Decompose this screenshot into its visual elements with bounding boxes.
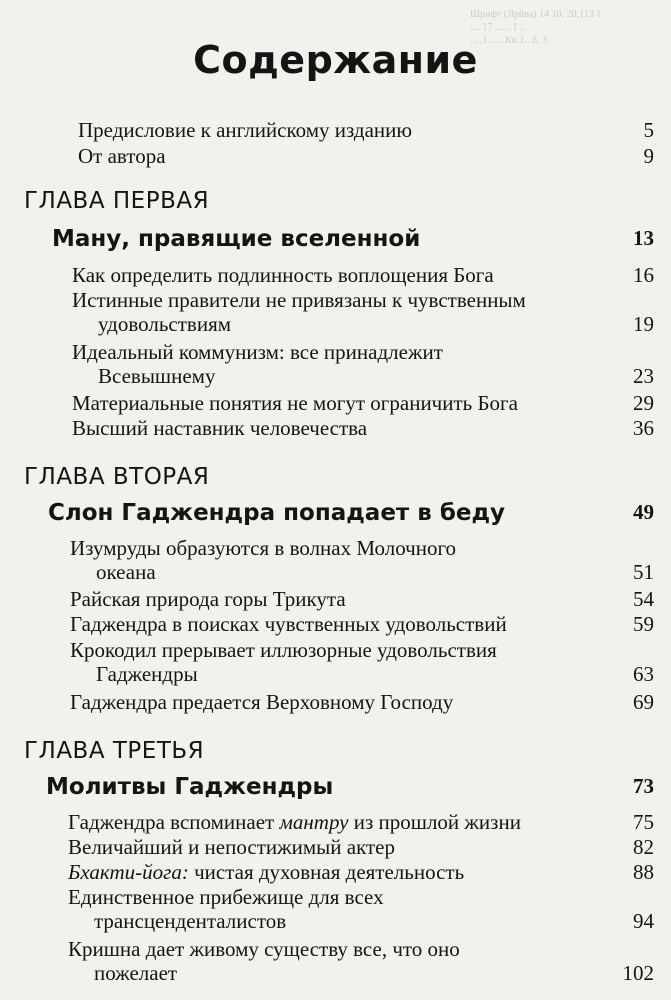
toc-page-number: 36 [633,416,654,440]
toc-entry[interactable] [72,391,654,415]
toc-page-number: 82 [633,835,654,859]
toc-page-number: 5 [643,118,654,142]
toc-entry-label: Высший наставник человечества [72,416,368,440]
toc-entry-label: Материальные понятия не могут ограничить Бога [72,391,518,415]
toc-entry-label: Изумруды образуются в волнах Молочного [70,536,457,560]
toc-entry-label-continued: Гаджендры [96,662,198,686]
toc-entry[interactable] [68,885,654,933]
toc-entry-label: Гаджендра в поисках чувственных удовольствий [70,612,507,636]
toc-entry-label: Величайший и непостижимый актер [68,835,395,859]
toc-entry-label-continued: удовольствиям [98,312,232,336]
chapter-title-text: Молитвы Гаджендры [46,774,334,800]
toc-entry-label: Райская природа горы Трикута [70,587,346,611]
bleed-through-text: Шрифт (Лрйва) 14 10. 20,113 1 .... 17 ...... 1 .. ... ,1 ..... Кн.1.. 8, 3 [470,9,602,46]
toc-page-number: 88 [633,860,654,884]
italic-term: мантру [279,810,349,834]
toc-entry[interactable] [72,416,654,440]
toc-entry[interactable] [68,860,654,884]
toc-entry-label-continued: трансценденталистов [94,909,287,933]
toc-page-number: 19 [633,312,654,336]
chapter-title[interactable] [46,774,654,800]
toc-entry-label: Бхакти-йога: чистая духовная деятельность [68,860,465,884]
chapter-title-text: Слон Гаджендра попадает в беду [48,500,506,526]
toc-entry-label: Единственное прибежище для всех [68,885,384,909]
toc-page-number: 29 [633,391,654,415]
toc-entry-label: Предисловие к английскому изданию [78,118,413,142]
toc-entry-label-continued: Всевышнему [98,364,216,388]
toc-entry[interactable] [70,587,654,611]
toc-page-number: 63 [633,662,654,686]
toc-entry[interactable] [68,937,654,985]
toc-entry-label-continued: пожелает [94,961,178,985]
chapter-title[interactable] [48,500,654,526]
toc-entry-label: Крокодил прерывает иллюзорные удовольствия [70,638,497,662]
toc-page-number: 69 [633,690,654,714]
toc-page-number: 73 [633,774,654,798]
toc-entry-label: Гаджендра предается Верховному Господу [70,690,454,714]
toc-entry-label: Кришна дает живому существу все, что оно [68,937,460,961]
toc-entry[interactable] [68,835,654,859]
toc-page-number: 94 [633,909,654,933]
toc-entry[interactable] [72,340,654,388]
toc-entry-author[interactable] [78,144,654,168]
toc-entry-label: Идеальный коммунизм: все принадлежит [72,340,443,364]
toc-page-number: 59 [633,612,654,636]
toc-entry[interactable] [70,536,654,584]
chapter-title-text: Ману, правящие вселенной [52,226,421,252]
chapter-label: ГЛАВА ВТОРАЯ [24,464,210,490]
toc-page-number: 16 [633,263,654,287]
italic-term: Бхакти-йога: [68,860,189,884]
chapter-title[interactable] [52,226,654,252]
chapter-label: ГЛАВА ТРЕТЬЯ [24,738,205,764]
toc-entry[interactable] [72,263,654,287]
page-title: Содержание [193,38,478,82]
toc-page-number: 9 [643,144,654,168]
toc-entry[interactable] [70,690,654,714]
toc-page-number: 75 [633,810,654,834]
toc-page-number: 49 [633,500,654,524]
toc-entry[interactable] [68,810,654,834]
toc-entry-label: Как определить подлинность воплощения Бога [72,263,494,287]
toc-page-number: 54 [633,587,654,611]
toc-entry-label: Истинные правители не привязаны к чувственным [72,288,526,312]
toc-entry-preface[interactable] [78,118,654,142]
toc-entry[interactable] [70,612,654,636]
toc-entry[interactable] [72,288,654,336]
toc-entry-label-continued: океана [96,560,156,584]
toc-page-number: 13 [633,226,654,250]
toc-entry[interactable] [70,638,654,686]
toc-entry-label: От автора [78,144,166,168]
toc-page-number: 102 [622,961,654,985]
toc-entry-label: Гаджендра вспоминает мантру из прошлой жизни [68,810,521,834]
chapter-label: ГЛАВА ПЕРВАЯ [24,188,210,214]
toc-page-number: 51 [633,560,654,584]
toc-page-number: 23 [633,364,654,388]
